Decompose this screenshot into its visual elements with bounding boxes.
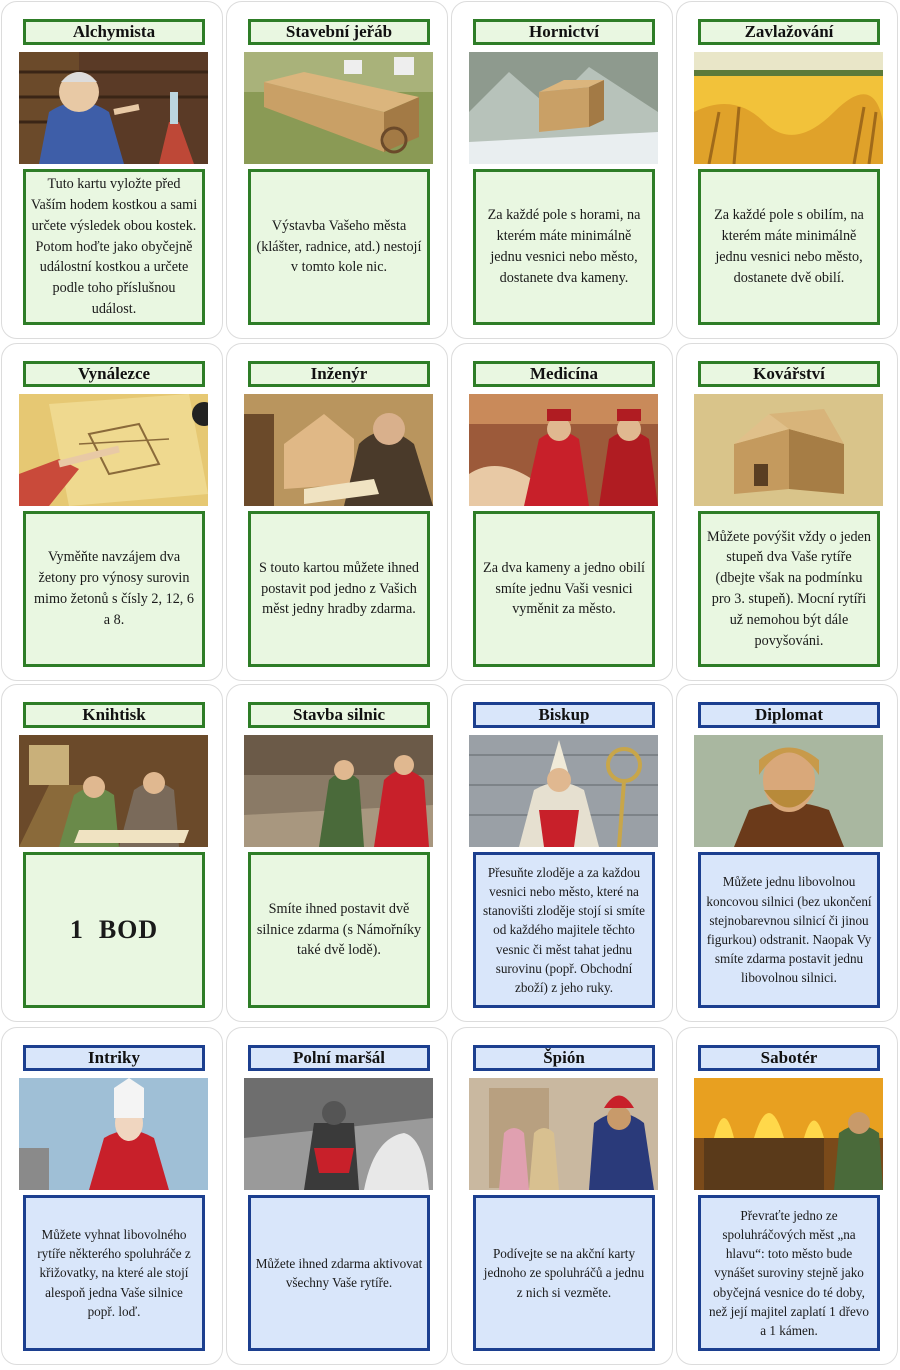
card-text: Tuto kartu vyložte před Vaším hodem kostkou a sami určete výsledek obou kostek. Potom hoďte jako obyčejně událostní kostkou a určete podle toho příslušnou událost. <box>23 169 205 325</box>
card-title: Hornictví <box>473 19 655 45</box>
saboteur-illustration <box>694 1078 883 1190</box>
engineer-illustration <box>244 394 433 506</box>
card-text: Za každé pole s horami, na kterém máte minimálně jednu vesnici nebo město, dostanete dva kameny. <box>473 169 655 325</box>
card-title: Polní maršál <box>248 1045 430 1071</box>
crane-illustration <box>244 52 433 164</box>
card-text: Za dva kameny a jedno obilí smíte jednu Vaši vesnici vyměnit za město. <box>473 511 655 667</box>
card-title: Špión <box>473 1045 655 1071</box>
card-diplomat <box>676 684 898 1022</box>
card-zavlazovani <box>676 1 898 339</box>
card-title: Intriky <box>23 1045 205 1071</box>
card-title: Medicína <box>473 361 655 387</box>
card-saboter <box>676 1027 898 1365</box>
card-spion <box>451 1027 673 1365</box>
card-inzenyr <box>226 343 448 681</box>
card-text: Za každé pole s obilím, na kterém máte minimálně jednu vesnici nebo město, dostanete dvě obilí. <box>698 169 880 325</box>
card-intriky <box>1 1027 223 1365</box>
card-polni-marsal <box>226 1027 448 1365</box>
card-stavebni-jerab <box>226 1 448 339</box>
card-title: Inženýr <box>248 361 430 387</box>
diplomat-illustration <box>694 735 883 847</box>
card-medicina <box>451 343 673 681</box>
medicine-illustration <box>469 394 658 506</box>
card-knihtisk <box>1 684 223 1022</box>
card-title: Stavba silnic <box>248 702 430 728</box>
irrigation-illustration <box>694 52 883 164</box>
card-text: Vyměňte navzájem dva žetony pro výnosy surovin mimo žetonů s čísly 2, 12, 6 a 8. <box>23 511 205 667</box>
card-title: Vynálezce <box>23 361 205 387</box>
bishop-illustration <box>469 735 658 847</box>
card-text-content: Výstavba Vašeho města (klášter, radnice, atd.) nestojí v tomto kole nic. <box>256 217 422 276</box>
card-alchymista <box>1 1 223 339</box>
card-vynalezce <box>1 343 223 681</box>
card-text: Smíte ihned postavit dvě silnice zdarma (s Námořníky také dvě lodě). <box>248 852 430 1008</box>
intrigue-illustration <box>19 1078 208 1190</box>
card-text: Přesuňte zloděje a za každou vesnici nebo město, které na stanovišti zloděje stojí si smíte od každého majitele těchto vesnic či měst tahat jednu surovinu (popř. Obchodní zboží) z jeho ruky. <box>473 852 655 1008</box>
card-hornictvi <box>451 1 673 339</box>
card-kovarstvi <box>676 343 898 681</box>
inventor-illustration <box>19 394 208 506</box>
printing-illustration <box>19 735 208 847</box>
card-title: Biskup <box>473 702 655 728</box>
card-text: Můžete ihned zdarma aktivovat všechny Vaše rytíře. <box>248 1195 430 1351</box>
card-title: Diplomat <box>698 702 880 728</box>
smithy-illustration <box>694 394 883 506</box>
road-building-illustration <box>244 735 433 847</box>
warlord-illustration <box>244 1078 433 1190</box>
card-text: Můžete vyhnat libovolného rytíře některého spoluhráče z křižovatky, na které ale stojí alespoň jedna Vaše silnice popř. loď. <box>23 1195 205 1351</box>
card-text <box>23 852 205 1008</box>
card-text: Můžete povýšit vždy o jeden stupeň dva Vaše rytíře (dbejte však na podmínku pro 3. stupeň). Mocní rytíři už nemohou být dále povyšováni. <box>698 511 880 667</box>
card-text: Převraťte jedno ze spoluhráčových měst „na hlavu“: toto město bude vynášet suroviny stejně jako obyčejná vesnice do té doby, než její majitel zaplatí 1 dřevo a 1 kámen. <box>698 1195 880 1351</box>
card-text: Podívejte se na akční karty jednoho ze spoluhráčů a jednu z nich si vezměte. <box>473 1195 655 1351</box>
card-title: Zavlažování <box>698 19 880 45</box>
card-title: Kovářství <box>698 361 880 387</box>
card-text: S touto kartou můžete ihned postavit pod jedno z Vašich měst jedny hradby zdarma. <box>248 511 430 667</box>
spy-illustration <box>469 1078 658 1190</box>
mining-illustration <box>469 52 658 164</box>
card-title: Alchymista <box>23 19 205 45</box>
card-stavba-silnic <box>226 684 448 1022</box>
card-biskup <box>451 684 673 1022</box>
card-text <box>248 169 430 325</box>
card-title: Stavební jeřáb <box>248 19 430 45</box>
victory-point-label: 1 BOD <box>69 914 159 944</box>
card-title: Knihtisk <box>23 702 205 728</box>
card-title: Sabotér <box>698 1045 880 1071</box>
alchemist-illustration <box>19 52 208 164</box>
card-text: Můžete jednu libovolnou koncovou silnici (bez ukončení stejnobarevnou silnicí či jinou figurkou) odstranit. Naopak Vy smíte zdarma postavit jednu libovolnou silnici. <box>698 852 880 1008</box>
